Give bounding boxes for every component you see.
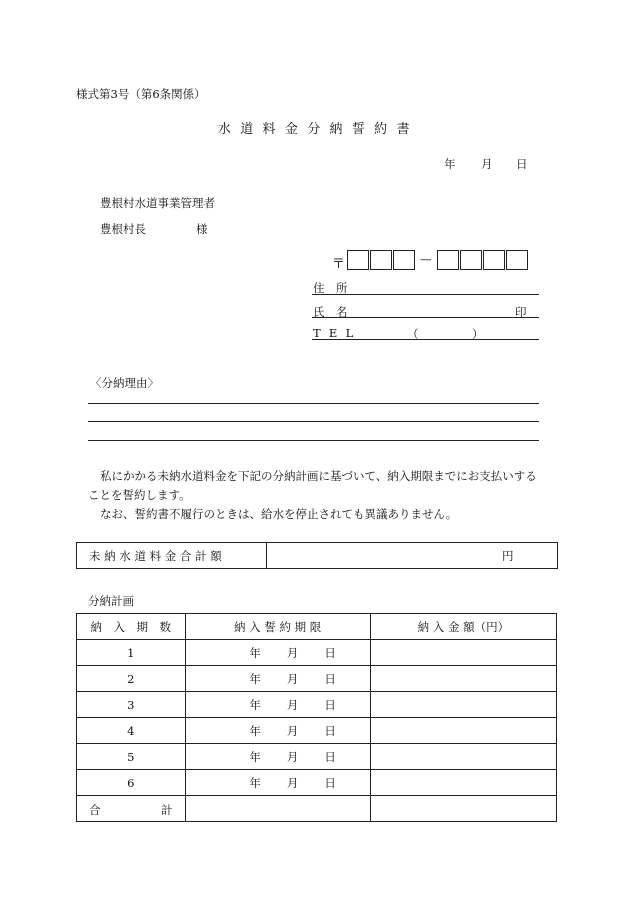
installment-number: 3 [77, 692, 186, 718]
total-label-b: 計 [161, 803, 173, 817]
addressee-line2: 豊根村長 [100, 222, 146, 236]
total-unpaid-divider [266, 542, 267, 568]
total-unpaid-unit: 円 [502, 549, 514, 563]
total-amount-cell[interactable] [370, 796, 556, 822]
table-row [77, 718, 557, 744]
tel-field[interactable] [312, 339, 539, 340]
amount-cell[interactable] [370, 744, 556, 770]
date-year-label: 年 [444, 157, 456, 171]
installment-plan-table [76, 613, 557, 822]
form-number: 様式第3号（第6条関係） [76, 87, 206, 101]
installment-number: 2 [77, 666, 186, 692]
name-field[interactable] [312, 317, 539, 318]
header-installment-count: 納 入 期 数 [77, 614, 186, 640]
amount-cell[interactable] [370, 770, 556, 796]
header-amount: 納 入 金 額（円） [370, 614, 556, 640]
reason-line[interactable] [88, 421, 539, 422]
pledge-line2: ことを誓約します。 [88, 488, 191, 502]
due-date-cell[interactable]: 年 月 日 [185, 770, 370, 796]
total-date-cell [185, 796, 370, 822]
installment-number: 6 [77, 770, 186, 796]
postal-digit-box[interactable] [347, 250, 369, 270]
date-day-label: 日 [516, 157, 528, 171]
table-row [77, 692, 557, 718]
postal-digit-box[interactable] [393, 250, 415, 270]
date-month-label: 月 [481, 157, 493, 171]
pledge-line1: 私にかかる未納水道料金を下記の分納計画に基づいて、納入期限までにお支払いする [100, 469, 537, 483]
due-date-cell[interactable]: 年 月 日 [185, 744, 370, 770]
due-date-cell[interactable]: 年 月 日 [185, 640, 370, 666]
tel-paren-close: ） [472, 327, 484, 341]
table-total-row [77, 796, 557, 822]
header-due-date: 納 入 誓 約 期 限 [185, 614, 370, 640]
tel-label: T E L [313, 326, 356, 340]
total-label-cell [77, 796, 186, 822]
total-unpaid-label: 未 納 水 道 料 金 合 計 額 [89, 549, 222, 563]
address-field[interactable] [312, 294, 539, 295]
addressee-line1: 豊根村水道事業管理者 [100, 196, 215, 210]
document-title: 水 道 料 金 分 納 誓 約 書 [217, 122, 413, 137]
due-date-cell[interactable]: 年 月 日 [185, 718, 370, 744]
tel-paren-open: （ [407, 327, 419, 341]
amount-cell[interactable] [370, 640, 556, 666]
amount-cell[interactable] [370, 666, 556, 692]
name-label: 氏 名 [313, 305, 348, 319]
postal-digit-box[interactable] [460, 250, 482, 270]
postal-dash: — [420, 252, 432, 266]
due-date-cell[interactable]: 年 月 日 [185, 666, 370, 692]
address-label: 住 所 [313, 281, 348, 295]
due-date-cell[interactable]: 年 月 日 [185, 692, 370, 718]
table-row [77, 640, 557, 666]
postal-digit-box[interactable] [370, 250, 392, 270]
installment-number: 1 [77, 640, 186, 666]
amount-cell[interactable] [370, 692, 556, 718]
table-row [77, 666, 557, 692]
reason-line[interactable] [88, 440, 539, 441]
addressee-honorific: 様 [196, 222, 208, 236]
postal-digit-box[interactable] [437, 250, 459, 270]
seal-mark: 印 [515, 305, 527, 319]
pledge-line3: なお、誓約書不履行のときは、給水を停止されても異議ありません。 [100, 507, 458, 521]
total-label-a: 合 [89, 803, 101, 817]
installment-number: 5 [77, 744, 186, 770]
postal-digit-box[interactable] [483, 250, 505, 270]
amount-cell[interactable] [370, 718, 556, 744]
table-header-row [77, 614, 557, 640]
reason-heading: 〈分納理由〉 [90, 376, 159, 390]
table-row [77, 770, 557, 796]
table-row [77, 744, 557, 770]
installment-number: 4 [77, 718, 186, 744]
reason-line[interactable] [88, 403, 539, 404]
postal-mark: 〒 [332, 257, 346, 272]
postal-digit-box[interactable] [506, 250, 528, 270]
plan-heading: 分納計画 [88, 594, 134, 608]
